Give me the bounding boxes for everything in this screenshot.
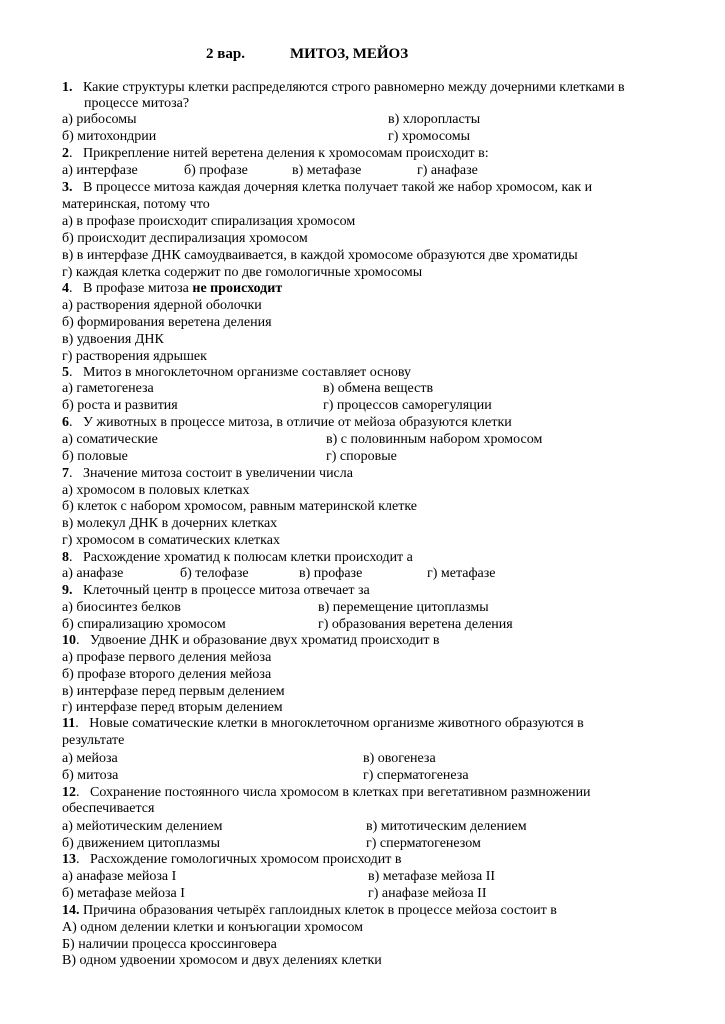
option-b: б) движением цитоплазмы — [62, 836, 220, 851]
question-text: Причина образования четырёх гаплоидных клеток в процессе мейоза состоит в — [83, 903, 557, 918]
option-b: б) профазе — [184, 163, 248, 178]
question-10: 10. Удвоение ДНК и образование двух хроматид происходит в — [62, 633, 440, 648]
option-a: а) профазе первого деления мейоза — [62, 650, 272, 665]
question-number: 4 — [62, 281, 69, 296]
question-number: 3. — [62, 180, 73, 195]
question-text: В процессе митоза каждая дочерняя клетка получает такой же набор хромосом, как и — [83, 180, 593, 195]
option-a: а) растворения ядерной оболочки — [62, 298, 262, 313]
question-11: 11. Новые соматические клетки в многоклеточном организме животного образуются в — [62, 716, 584, 731]
question-2: 2. Прикрепление нитей веретена деления к хромосомам происходит в: — [62, 146, 489, 161]
option-b: б) митохондрии — [62, 129, 157, 144]
option-a: а) интерфазе — [62, 163, 138, 178]
option-g: г) сперматогенезом — [366, 836, 481, 851]
question-12: 12. Сохранение постоянного числа хромосом в клетках при вегетативном размножении — [62, 785, 591, 800]
option-v: в) митотическим делением — [366, 819, 527, 834]
option-a: А) одном делении клетки и конъюгации хромосом — [62, 920, 363, 935]
option-a: а) биосинтез белков — [62, 600, 181, 615]
option-v: в) удвоения ДНК — [62, 332, 164, 347]
option-b: Б) наличии процесса кроссинговера — [62, 937, 277, 952]
option-g: г) хромосом в соматических клетках — [62, 533, 280, 548]
option-v: В) одном удвоении хромосом и двух делениях клетки — [62, 953, 382, 968]
option-b: б) роста и развития — [62, 398, 178, 413]
question-text: Клеточный центр в процессе митоза отвечает за — [83, 583, 370, 598]
question-number: 5 — [62, 365, 69, 380]
option-b: б) митоза — [62, 768, 119, 783]
option-v: в) перемещение цитоплазмы — [318, 600, 489, 615]
option-v: в) интерфазе перед первым делением — [62, 684, 285, 699]
question-number: 10 — [62, 633, 76, 648]
option-b: б) половые — [62, 449, 128, 464]
question-11-text-cont: результате — [62, 733, 125, 748]
question-text: Расхождение хроматид к полюсам клетки происходит а — [83, 550, 413, 565]
option-a: а) рибосомы — [62, 112, 137, 127]
option-a: а) в профазе происходит спирализация хромосом — [62, 214, 356, 229]
question-number: 9. — [62, 583, 73, 598]
option-v: в) с половинным набором хромосом — [326, 432, 543, 447]
question-3-text-cont: материнская, потому что — [62, 197, 210, 212]
option-g: г) интерфазе перед вторым делением — [62, 700, 283, 715]
option-g: г) каждая клетка содержит по две гомологичные хромосомы — [62, 265, 423, 280]
option-v: в) метафазе — [292, 163, 362, 178]
option-b: б) формирования веретена деления — [62, 315, 272, 330]
question-6: 6. У животных в процессе митоза, в отличие от мейоза образуются клетки — [62, 415, 512, 430]
option-a: а) хромосом в половых клетках — [62, 483, 250, 498]
question-text: Новые соматические клетки в многоклеточном организме животного образуются в — [89, 716, 584, 731]
question-text: Удвоение ДНК и образование двух хроматид происходит в — [90, 633, 440, 648]
option-v: в) хлоропласты — [388, 112, 481, 127]
question-text: Значение митоза состоит в увеличении числа — [83, 466, 353, 481]
option-v: в) обмена веществ — [323, 381, 434, 396]
option-g: г) хромосомы — [388, 129, 471, 144]
option-g: г) образования веретена деления — [318, 617, 513, 632]
option-a: а) гаметогенеза — [62, 381, 154, 396]
question-text: Прикрепление нитей веретена деления к хромосомам происходит в: — [83, 146, 489, 161]
question-9 — [62, 583, 370, 599]
question-3 — [62, 180, 592, 196]
option-v: в) метафазе мейоза II — [368, 869, 496, 884]
question-text: В профазе митоза — [83, 281, 189, 296]
option-v: в) в интерфазе ДНК самоудваивается, в каждой хромосоме образуются две хроматиды — [62, 248, 578, 263]
question-number: 14. — [62, 903, 80, 918]
question-number: 7 — [62, 466, 69, 481]
option-b: б) клеток с набором хромосом, равным материнской клетке — [62, 499, 418, 514]
question-number: 11 — [62, 716, 76, 731]
option-a: а) мейоза — [62, 751, 118, 766]
option-v: в) овогенеза — [363, 751, 436, 766]
question-1 — [62, 80, 625, 96]
question-8: 8. Расхождение хроматид к полюсам клетки происходит а — [62, 550, 413, 565]
option-b: б) спирализацию хромосом — [62, 617, 226, 632]
option-b: б) метафазе мейоза I — [62, 886, 185, 901]
emphasis-text: не происходит — [192, 281, 283, 296]
question-5: 5. Митоз в многоклеточном организме составляет основу — [62, 365, 411, 380]
question-number: 13 — [62, 852, 76, 867]
option-g: г) анафазе — [417, 163, 478, 178]
question-text: Какие структуры клетки распределяются строго равномерно между дочерними клетками в — [83, 80, 625, 95]
question-13: 13. Расхождение гомологичных хромосом происходит в — [62, 852, 402, 867]
option-a: а) соматические — [62, 432, 158, 447]
option-g: г) растворения ядрышек — [62, 349, 207, 364]
page-title: МИТОЗ, МЕЙОЗ — [290, 46, 409, 62]
variant-label: 2 вар. — [206, 46, 245, 62]
question-text: Расхождение гомологичных хромосом происходит в — [90, 852, 402, 867]
question-number: 6 — [62, 415, 69, 430]
option-g: г) сперматогенеза — [363, 768, 469, 783]
option-g: г) процессов саморегуляции — [323, 398, 492, 413]
question-number: 8 — [62, 550, 69, 565]
question-number: 1. — [62, 80, 73, 95]
option-a: а) мейотическим делением — [62, 819, 223, 834]
option-a: а) анафазе мейоза I — [62, 869, 177, 884]
option-a: а) анафазе — [62, 566, 124, 581]
question-text: Сохранение постоянного числа хромосом в клетках при вегетативном размножении — [90, 785, 591, 800]
option-b: б) происходит деспирализация хромосом — [62, 231, 308, 246]
question-text: У животных в процессе митоза, в отличие от мейоза образуются клетки — [83, 415, 512, 430]
question-text: Митоз в многоклеточном организме составляет основу — [83, 365, 411, 380]
option-b: б) телофазе — [180, 566, 249, 581]
option-g: г) анафазе мейоза II — [368, 886, 487, 901]
option-g: г) споровые — [326, 449, 397, 464]
question-4: 4. В профазе митоза не происходит — [62, 281, 283, 296]
option-v: в) профазе — [299, 566, 363, 581]
question-14 — [62, 903, 557, 919]
question-12-text-cont: обеспечивается — [62, 801, 155, 816]
question-number: 12 — [62, 785, 76, 800]
question-7: 7. Значение митоза состоит в увеличении числа — [62, 466, 353, 481]
question-number: 2 — [62, 146, 69, 161]
option-b: б) профазе второго деления мейоза — [62, 667, 272, 682]
option-g: г) метафазе — [427, 566, 496, 581]
question-1-text-cont: процессе митоза? — [84, 96, 190, 111]
option-v: в) молекул ДНК в дочерних клетках — [62, 516, 278, 531]
